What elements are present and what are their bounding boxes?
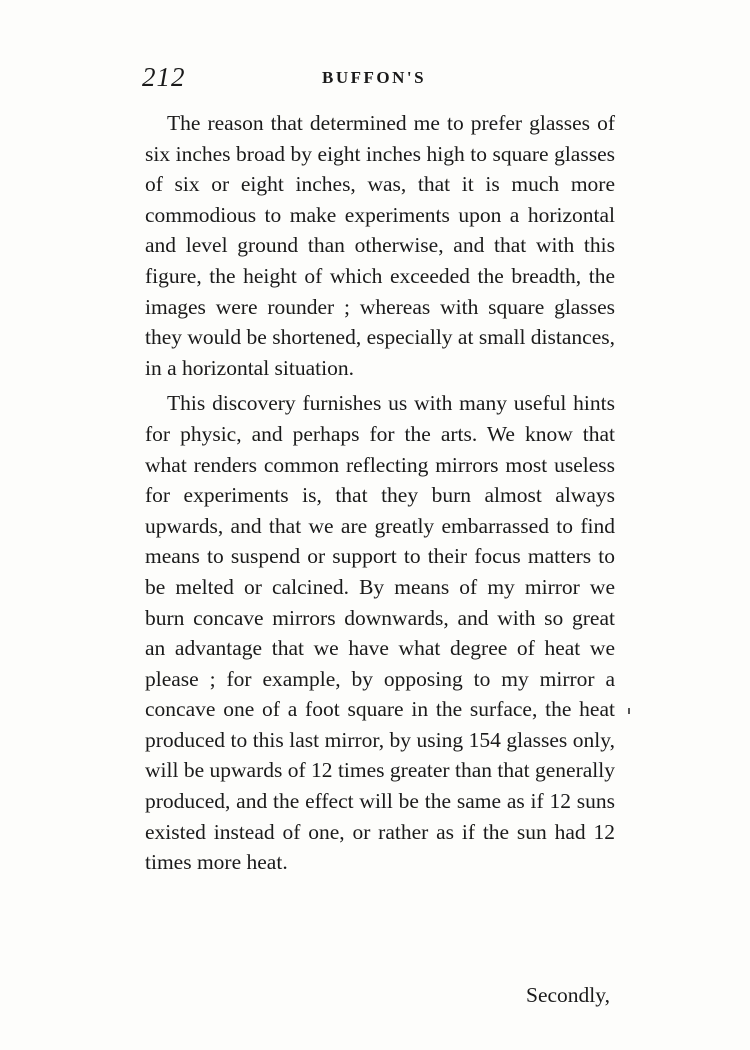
paragraph: The reason that determined me to prefer glasses of six inches broad by eight inches high to square glasses of six or eight inches, was, that it is much more commodious to make experiments upon a horizontal and level ground than otherwise, and that with this figure, the height of which exceeded the breadth, the images were rounder ; whereas with square glasses they would be shortened, especially at small distances, in a horizontal situation. bbox=[145, 111, 615, 380]
paragraph: This discovery furnishes us with many useful hints for physic, and perhaps for the arts. We know that what renders common reflecting mirrors most useless for experiments is, that they burn almost always upwards, and that we are greatly embarrassed to find means to suspend or support to their focus matters to be melted or calcined. By means of my mirror we burn concave mirrors downwards, and with so great an advantage that we have what degree of heat we please ; for example, by opposing to my mirror a concave one of a foot square in the surface, the heat produced to this last mirror, by using 154 glasses only, will be upwards of 12 times greater than that generally produced, and the effect will be the same as if 12 suns existed instead of one, or rather as if the sun had 12 times more heat. bbox=[145, 391, 615, 875]
page-number: 212 bbox=[142, 62, 186, 92]
catchword: Secondly, bbox=[526, 983, 610, 1007]
running-head: BUFFON'S bbox=[322, 68, 427, 87]
ink-speck bbox=[628, 708, 630, 714]
page-header bbox=[142, 62, 612, 94]
body-text bbox=[145, 108, 615, 878]
